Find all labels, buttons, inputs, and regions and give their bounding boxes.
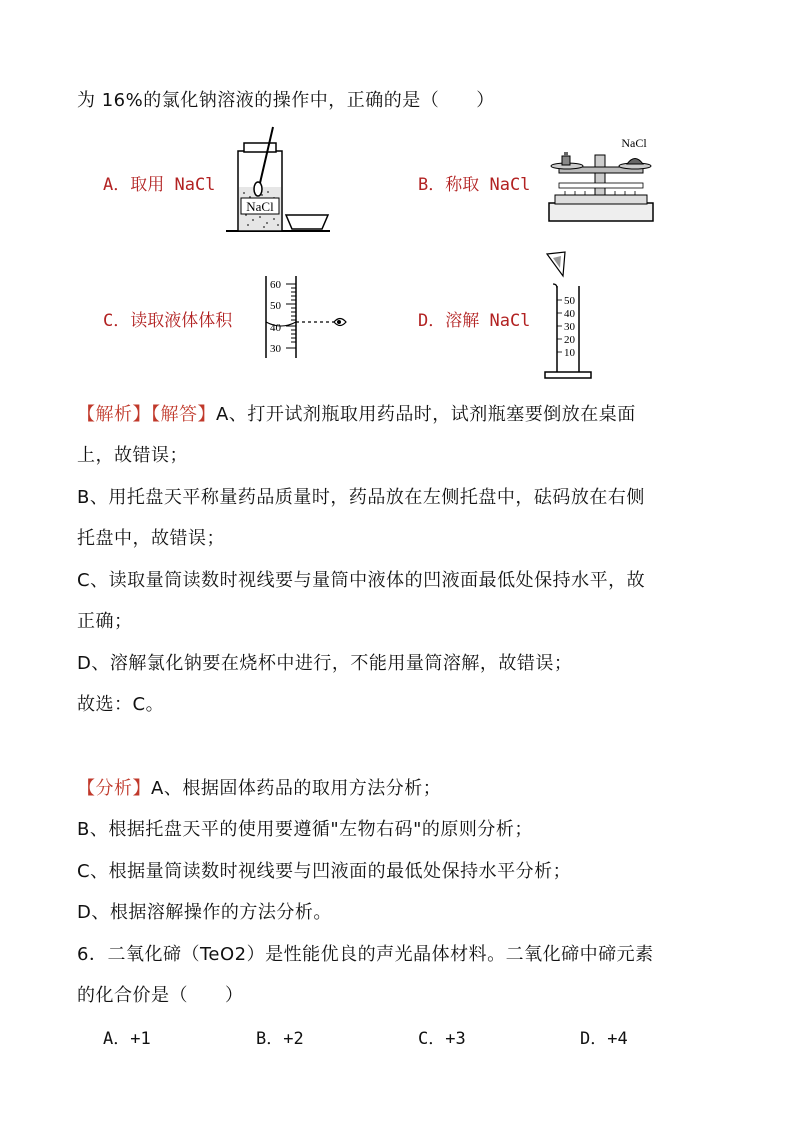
cylinder-reading-figure [262,272,352,366]
cylinder-tick-10: 10 [564,347,575,359]
analysis-line-1 [77,400,636,426]
analysis-line-5: C、读取量筒读数时视线要与量筒中液体的凹液面最低处保持水平，故 [77,570,646,591]
cylinder-tick-40: 40 [564,308,575,320]
q6-choice-b[interactable]: B．+2 [256,1029,304,1049]
graduated-cylinder-figure [543,250,593,386]
jar-label: NaCl [246,199,274,214]
reasoning-line-4: D、根据溶解操作的方法分析。 [77,902,332,923]
cylinder-tick-20: 20 [564,334,575,346]
balance-label: NaCl [621,136,647,150]
balance-figure [545,133,657,229]
analysis-line-2: 上，故错误； [77,445,188,466]
ruler-tick-50: 50 [270,300,281,312]
analysis-line-8: 故选：C。 [77,694,165,715]
reasoning-line-2: B、根据托盘天平的使用要遵循"左物右码"的原则分析； [77,819,533,840]
option-a[interactable]: A．取用 NaCl [103,175,216,195]
option-c[interactable]: C．读取液体体积 [103,311,233,331]
analysis-header: 【解析】【解答】 [77,404,216,425]
analysis-line-3: B、用托盘天平称量药品质量时，药品放在左侧托盘中，砝码放在右侧 [77,487,645,508]
analysis-line-1-text: A、打开试剂瓶取用药品时，试剂瓶塞要倒放在桌面 [216,404,636,425]
q6-choice-a[interactable]: A．+1 [103,1029,151,1049]
ruler-tick-40: 40 [270,322,281,334]
ruler-tick-30: 30 [270,343,281,355]
option-d[interactable]: D．溶解 NaCl [418,311,531,331]
q6-choice-d[interactable]: D．+4 [580,1029,628,1049]
reasoning-line-1-text: A、根据固体药品的取用方法分析； [151,778,442,799]
question6-line-1: 6．二氧化碲（TeO2）是性能优良的声光晶体材料。二氧化碲中碲元素 [77,944,654,965]
analysis-line-7: D、溶解氯化钠要在烧杯中进行，不能用量筒溶解，故错误； [77,653,573,674]
q6-choice-c[interactable]: C．+3 [418,1029,466,1049]
cylinder-tick-30: 30 [564,321,575,333]
ruler-tick-60: 60 [270,279,281,291]
question-stem: 为 16%的氯化钠溶液的操作中，正确的是（ ） [77,90,495,111]
reasoning-header: 【分析】 [77,778,151,799]
question6-line-2: 的化合价是（ ） [77,985,244,1006]
cylinder-tick-50: 50 [564,295,575,307]
reasoning-line-1 [77,774,441,800]
analysis-line-6: 正确； [77,611,133,632]
option-b[interactable]: B．称取 NaCl [418,175,531,195]
analysis-line-4: 托盘中，故错误； [77,528,225,549]
reasoning-line-3: C、根据量筒读数时视线要与凹液面的最低处保持水平分析； [77,861,572,882]
reagent-jar-figure [226,125,336,239]
